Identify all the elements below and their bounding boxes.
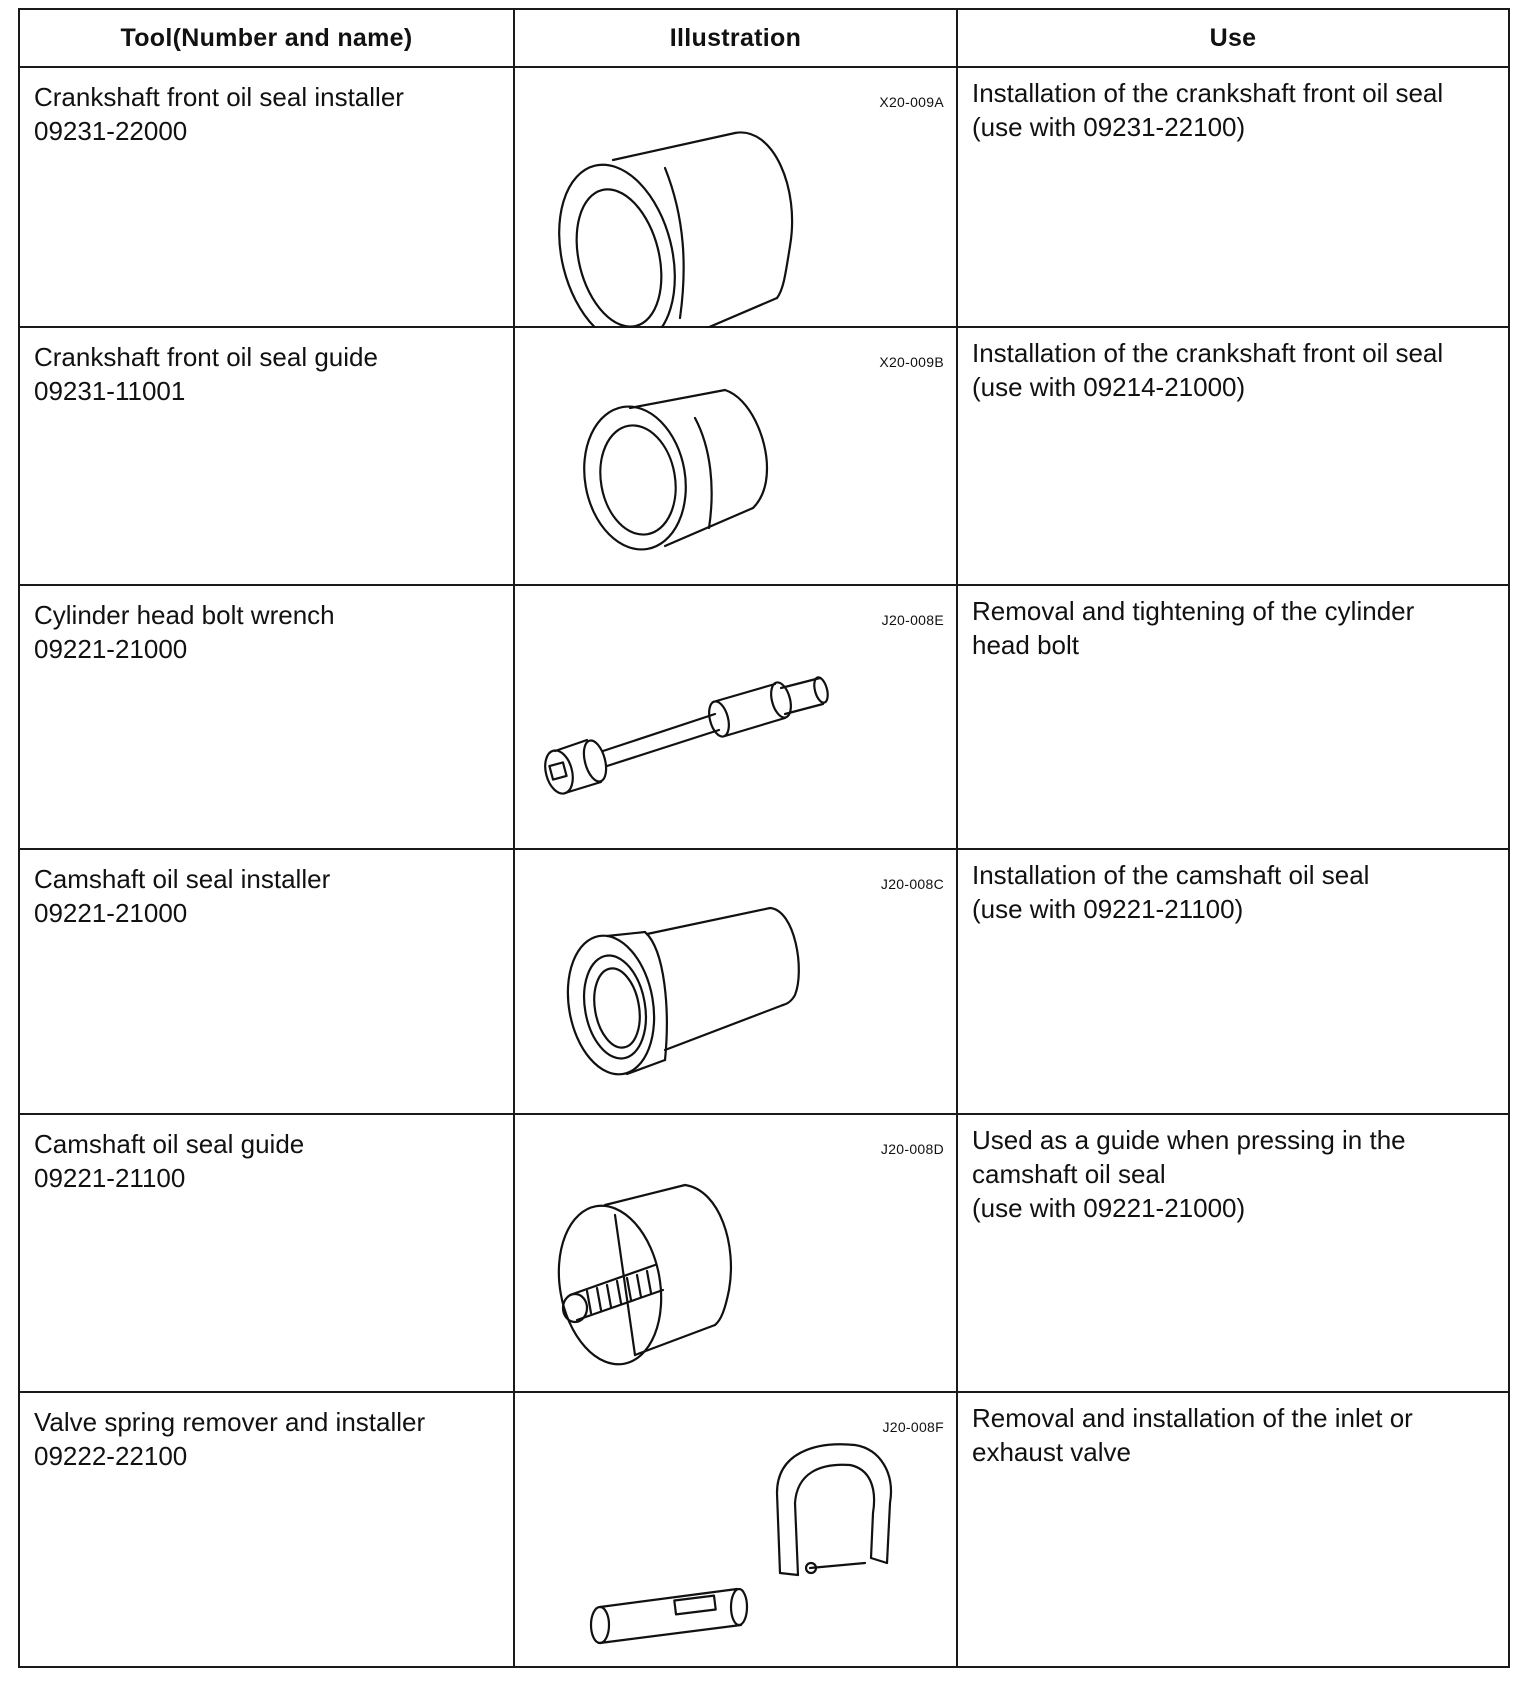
- header-use: Use: [957, 9, 1509, 67]
- use-line: Removal and tightening of the cylinder: [972, 596, 1415, 626]
- tool-number: 09221-21000: [34, 634, 188, 664]
- use-cell: [957, 849, 1509, 1114]
- flanged-installer-icon: [515, 850, 958, 1115]
- table-row: [19, 1114, 1509, 1392]
- illustration-cell: [514, 849, 957, 1114]
- tool-cell: [19, 67, 514, 327]
- tool-number: 09222-22100: [34, 1441, 188, 1471]
- tool-name: Valve spring remover and installer: [34, 1407, 426, 1437]
- figure-code: J20-008C: [880, 876, 944, 892]
- illustration-cell: [514, 585, 957, 849]
- tool-cell: [19, 849, 514, 1114]
- illustration-cell: [514, 327, 957, 585]
- use-cell: [957, 585, 1509, 849]
- illustration-cell: [514, 1114, 957, 1392]
- use-cell: [957, 1392, 1509, 1667]
- threaded-guide-icon: [515, 1115, 958, 1393]
- cylinder-installer-icon: [515, 68, 958, 328]
- table-row: [19, 849, 1509, 1114]
- tool-number: 09221-21100: [34, 1163, 186, 1193]
- use-line: head bolt: [972, 630, 1079, 660]
- special-tools-table: [18, 8, 1510, 1668]
- table-row: [19, 327, 1509, 585]
- tool-number: 09231-11001: [34, 376, 186, 406]
- use-line: (use with 09221-21000): [972, 1193, 1246, 1223]
- illustration-cell: [514, 1392, 957, 1667]
- tool-name: Camshaft oil seal installer: [34, 864, 331, 894]
- table-row: [19, 585, 1509, 849]
- use-line: exhaust valve: [972, 1437, 1131, 1467]
- tool-number: 09221-21000: [34, 898, 188, 928]
- use-line: (use with 09231-22100): [972, 112, 1246, 142]
- tool-cell: [19, 585, 514, 849]
- tool-cell: [19, 327, 514, 585]
- use-line: Removal and installation of the inlet or: [972, 1403, 1413, 1433]
- tool-cell: [19, 1114, 514, 1392]
- use-line: Installation of the camshaft oil seal: [972, 860, 1370, 890]
- table-row: [19, 67, 1509, 327]
- use-line: Installation of the crankshaft front oil seal: [972, 338, 1444, 368]
- tool-name: Camshaft oil seal guide: [34, 1129, 305, 1159]
- tool-name: Crankshaft front oil seal guide: [34, 342, 378, 372]
- cylinder-guide-icon: [515, 328, 958, 586]
- figure-code: J20-008D: [880, 1141, 944, 1157]
- tool-name: Cylinder head bolt wrench: [34, 600, 335, 630]
- figure-code: X20-009B: [879, 354, 944, 370]
- table-header-row: [19, 9, 1509, 67]
- valve-spring-tool-icon: [515, 1393, 958, 1668]
- tool-cell: [19, 1392, 514, 1667]
- table-row: [19, 1392, 1509, 1667]
- header-illustration: Illustration: [514, 9, 957, 67]
- figure-code: J20-008F: [882, 1419, 944, 1435]
- use-cell: [957, 67, 1509, 327]
- tool-name: Crankshaft front oil seal installer: [34, 82, 404, 112]
- use-line: camshaft oil seal: [972, 1159, 1166, 1189]
- header-tool: Tool(Number and name): [19, 9, 514, 67]
- use-line: (use with 09221-21100): [972, 894, 1244, 924]
- use-line: (use with 09214-21000): [972, 372, 1246, 402]
- use-cell: [957, 327, 1509, 585]
- use-line: Used as a guide when pressing in the: [972, 1125, 1406, 1155]
- figure-code: X20-009A: [879, 94, 944, 110]
- bolt-wrench-icon: [515, 586, 958, 850]
- use-line: Installation of the crankshaft front oil seal: [972, 78, 1444, 108]
- illustration-cell: [514, 67, 957, 327]
- figure-code: J20-008E: [881, 612, 944, 628]
- tool-number: 09231-22000: [34, 116, 188, 146]
- use-cell: [957, 1114, 1509, 1392]
